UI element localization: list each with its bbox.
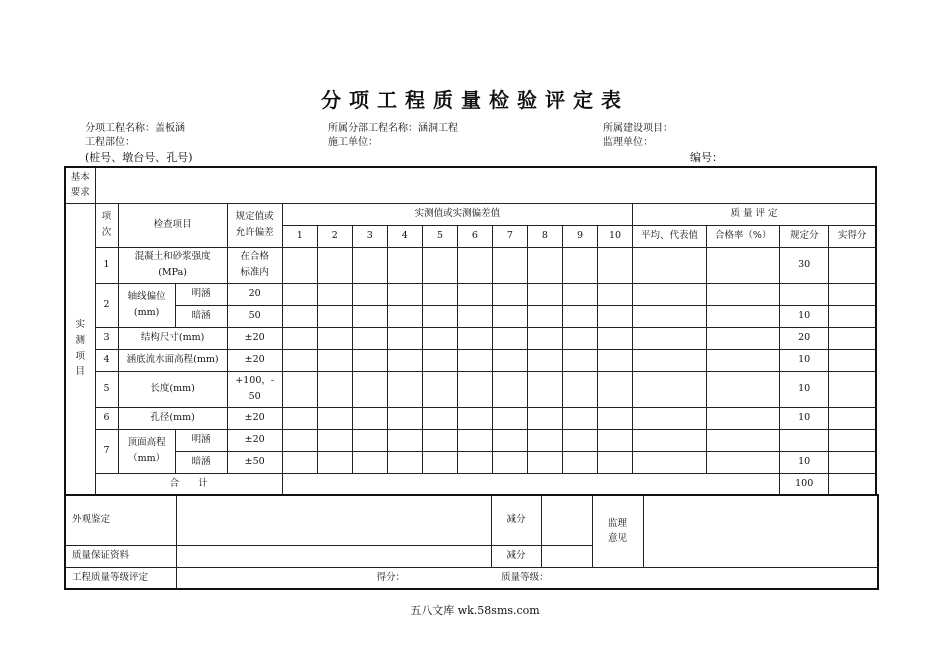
table-row [65,429,876,451]
row-spec: ±20 [227,349,282,371]
header-check-item: 检查项目 [118,203,227,247]
row-spec: +100，- 50 [227,371,282,407]
header-actual-score: 实得分 [829,225,876,247]
header-spec: 规定值或 允许偏差 [227,203,282,247]
quality-docs-deduct-label: 减分 [491,545,541,567]
row-name: 结构尺寸(mm) [118,327,227,349]
col-3: 3 [352,225,387,247]
footer-watermark: 五八文库 wk.58sms.com [410,604,540,617]
row-spec: 在合格 标准内 [227,247,282,283]
quality-docs-label: 质量保证资料 [65,545,176,567]
row-index: 2 [95,283,118,327]
row-name: 顶面高程 （mm） [118,429,175,473]
row-subname: 明涵 [175,429,227,451]
table-row [65,283,876,305]
table-row [65,371,876,407]
table-row [65,407,876,429]
appearance-deduct-label: 减分 [491,495,541,545]
grade-content [176,567,878,589]
project-name: 所属建设项目： [603,123,673,134]
col-9: 9 [562,225,597,247]
quality-docs-content [176,545,491,567]
appearance-content [176,495,491,545]
total-label: 合 计 [95,473,282,495]
row-spec: 50 [227,305,282,327]
row-spec: ±20 [227,429,282,451]
row-index: 4 [95,349,118,371]
row-name: 孔径(mm) [118,407,227,429]
quality-docs-deduct-value [541,545,592,567]
row-index: 5 [95,371,118,407]
pile-number: (桩号、墩台号、孔号) [85,151,193,164]
col-1: 1 [282,225,317,247]
form-number: 编号： [690,151,723,164]
quality-grade-label: 质量等级： [501,571,549,583]
inspection-table [64,166,877,496]
total-score: 100 [780,473,829,495]
appearance-label: 外观鉴定 [65,495,176,545]
table-row [65,349,876,371]
table-row [65,305,876,327]
row-score: 10 [780,349,829,371]
row-name: 混凝土和砂浆强度 (MPa) [118,247,227,283]
supervision-content [643,495,878,567]
basic-requirements-label: 基本 要求 [65,167,95,203]
evaluation-table [64,494,879,590]
row-subname: 暗涵 [175,451,227,473]
row-score: 20 [780,327,829,349]
item-name: 分项工程名称：盖板涵 [85,123,185,134]
contractor: 施工单位： [328,137,378,148]
col-7: 7 [492,225,527,247]
header-measured: 实测值或实测偏差值 [282,203,632,225]
supervisor-unit: 监理单位： [603,137,653,148]
row-score: 10 [780,407,829,429]
row-index: 6 [95,407,118,429]
row-spec: ±50 [227,451,282,473]
score-label: 得分： [376,571,406,583]
header-average: 平均、代表值 [633,225,707,247]
row-spec: 20 [227,283,282,305]
row-spec: ±20 [227,407,282,429]
table-row [65,247,876,283]
work-location: 工程部位： [85,137,135,148]
header-index: 项 次 [95,203,118,247]
division-name: 所属分部工程名称：涵洞工程 [328,123,458,134]
supervision-label: 监理 意见 [592,495,643,567]
row-index: 1 [95,247,118,283]
row-score: 10 [780,451,829,473]
total-row [65,473,876,495]
col-2: 2 [317,225,352,247]
row-index: 7 [95,429,118,473]
page-title: 分项工程质量检验评定表 [321,88,629,112]
header-specified-score: 规定分 [780,225,829,247]
row-score: 10 [780,371,829,407]
measured-items-label: 实 测 项 目 [65,203,95,495]
col-5: 5 [422,225,457,247]
table-row [65,451,876,473]
grade-label: 工程质量等级评定 [65,567,176,589]
header-pass-rate: 合格率（%） [707,225,780,247]
basic-requirements-content [95,167,876,203]
row-name: 涵底流水面高程(mm) [118,349,227,371]
col-4: 4 [387,225,422,247]
row-spec: ±20 [227,327,282,349]
row-subname: 明涵 [175,283,227,305]
row-score: 10 [780,305,829,327]
row-index: 3 [95,327,118,349]
appearance-deduct-value [541,495,592,545]
row-name: 长度(mm) [118,371,227,407]
row-name: 轴线偏位 (mm) [118,283,175,327]
col-10: 10 [597,225,632,247]
col-6: 6 [457,225,492,247]
header-quality: 质 量 评 定 [633,203,876,225]
table-row [65,327,876,349]
col-8: 8 [527,225,562,247]
row-score: 30 [780,247,829,283]
row-subname: 暗涵 [175,305,227,327]
